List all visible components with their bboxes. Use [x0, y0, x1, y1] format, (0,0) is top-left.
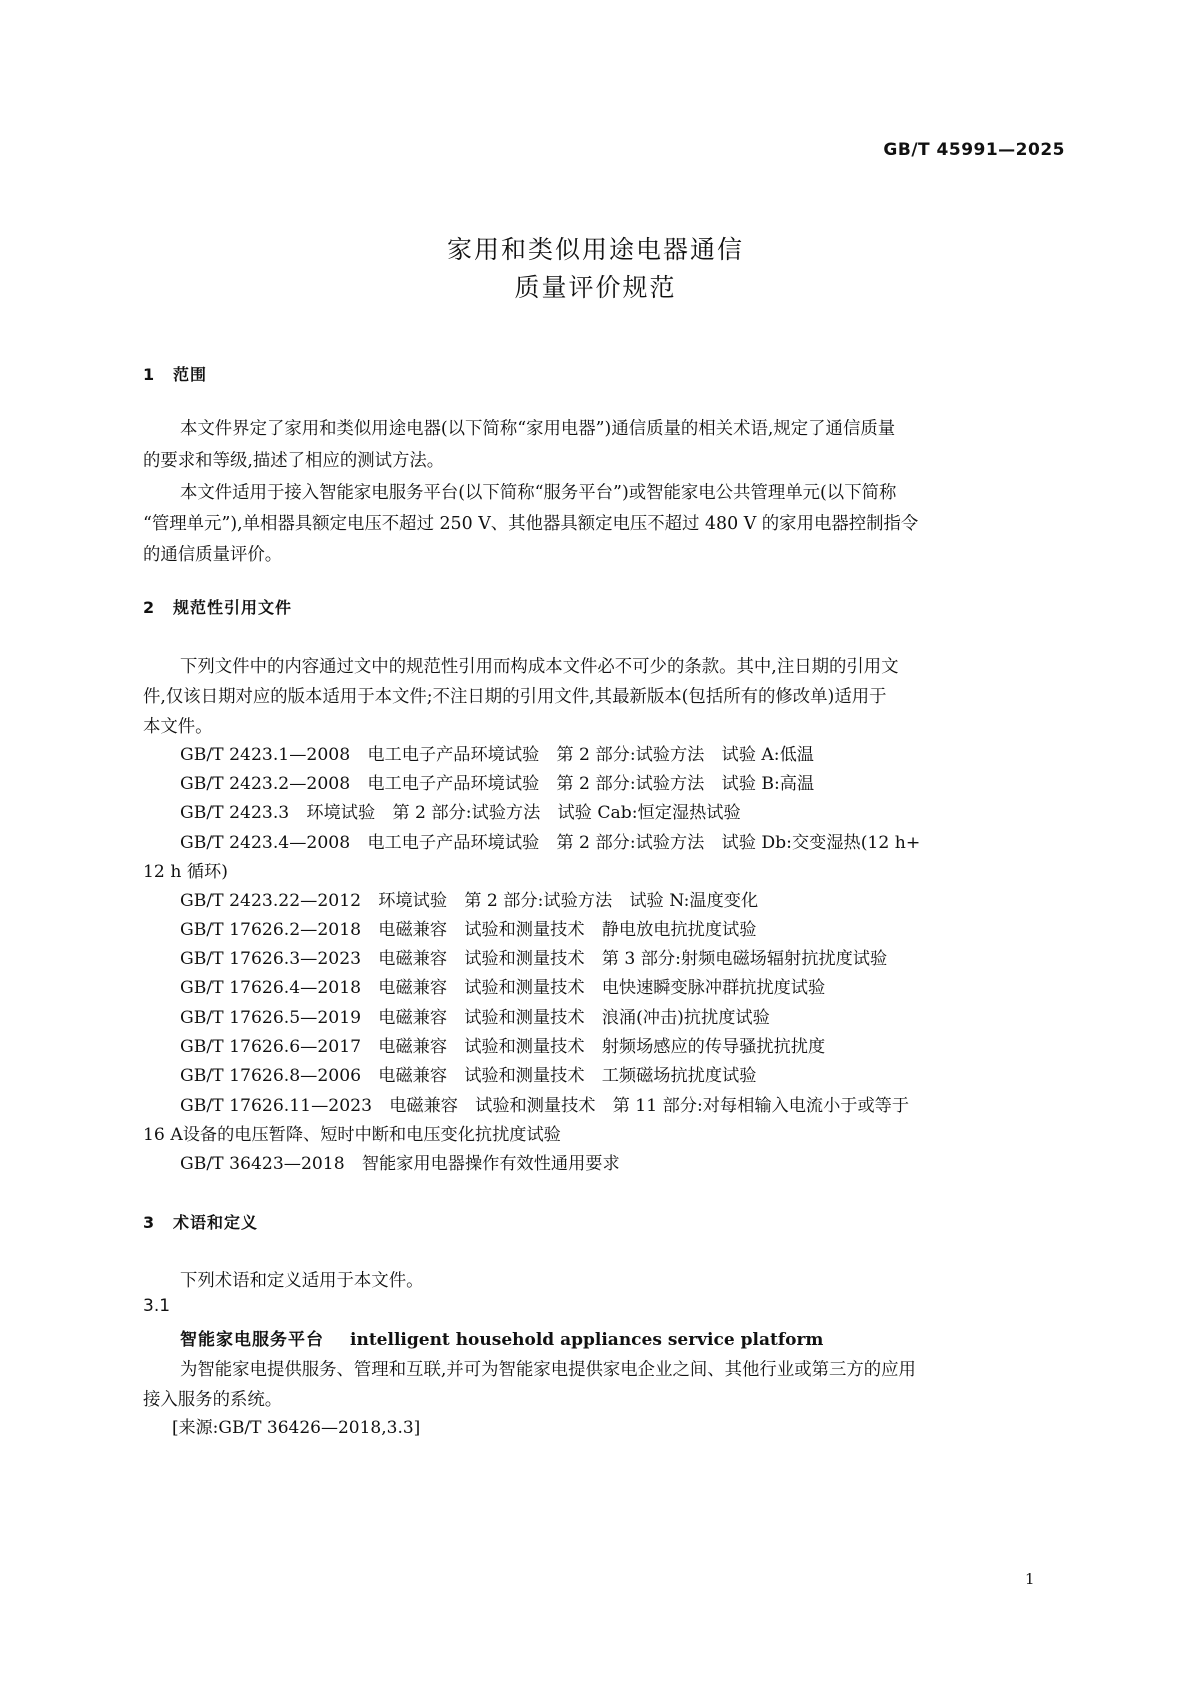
term-source: [来源:GB/T 36426—2018,3.3]	[172, 1418, 421, 1438]
reference-item: GB/T 17626.3—2023 电磁兼容 试验和测量技术 第 3 部分:射频电磁场辐射抗扰度试验	[180, 949, 888, 969]
section-2-intro-line3: 本文件。	[143, 717, 213, 737]
term-definition-line2: 接入服务的系统。	[143, 1390, 283, 1410]
document-title-line2: 质量评价规范	[514, 273, 677, 302]
section-2-intro-line1: 下列文件中的内容通过文中的规范性引用而构成本文件必不可少的条款。其中,注日期的引用文	[180, 657, 899, 677]
reference-item: GB/T 2423.2—2008 电工电子产品环境试验 第 2 部分:试验方法 试验 B:高温	[180, 774, 815, 794]
section-1-para1-line2: 的要求和等级,描述了相应的测试方法。	[143, 451, 445, 471]
term-number: 3.1	[143, 1296, 171, 1316]
section-1-para2-line1: 本文件适用于接入智能家电服务平台(以下简称“服务平台”)或智能家电公共管理单元(以下简称	[180, 483, 897, 503]
reference-item-continuation: 16 A设备的电压暂降、短时中断和电压变化抗扰度试验	[143, 1125, 561, 1145]
section-3-intro: 下列术语和定义适用于本文件。	[180, 1271, 424, 1291]
page-number: 1	[1025, 1570, 1035, 1588]
section-1-number: 1	[143, 365, 156, 384]
section-2-heading	[143, 595, 292, 618]
section-3-title: 术语和定义	[173, 1213, 259, 1232]
standard-number: GB/T 45991—2025	[883, 140, 1065, 160]
reference-item: GB/T 17626.2—2018 电磁兼容 试验和测量技术 静电放电抗扰度试验	[180, 920, 757, 940]
section-2-number: 2	[143, 598, 156, 617]
reference-item: GB/T 36423—2018 智能家用电器操作有效性通用要求	[180, 1154, 620, 1174]
section-1-heading	[143, 362, 207, 385]
term-english: intelligent household appliances service platform	[350, 1330, 824, 1350]
reference-item: GB/T 2423.22—2012 环境试验 第 2 部分:试验方法 试验 N:温度变化	[180, 891, 759, 911]
section-1-title: 范围	[173, 365, 208, 384]
section-3-heading	[143, 1210, 258, 1233]
section-1-para2-line3: 的通信质量评价。	[143, 545, 283, 565]
reference-item: GB/T 17626.11—2023 电磁兼容 试验和测量技术 第 11 部分:对每相输入电流小于或等于	[180, 1096, 910, 1116]
section-2-title: 规范性引用文件	[173, 598, 293, 617]
section-3-number: 3	[143, 1213, 156, 1232]
term-definition-line1: 为智能家电提供服务、管理和互联,并可为智能家电提供家电企业之间、其他行业或第三方的应用	[180, 1360, 916, 1380]
reference-item: GB/T 17626.4—2018 电磁兼容 试验和测量技术 电快速瞬变脉冲群抗扰度试验	[180, 978, 826, 998]
reference-item: GB/T 17626.8—2006 电磁兼容 试验和测量技术 工频磁场抗扰度试验	[180, 1066, 757, 1086]
document-title-line1: 家用和类似用途电器通信	[446, 235, 744, 264]
section-1-para2-line2: “管理单元”),单相器具额定电压不超过 250 V、其他器具额定电压不超过 480 V 的家用电器控制指令	[143, 514, 919, 534]
term-chinese: 智能家电服务平台	[180, 1330, 324, 1350]
reference-item: GB/T 2423.4—2008 电工电子产品环境试验 第 2 部分:试验方法 试验 Db:交变湿热(12 h+	[180, 833, 921, 853]
reference-item: GB/T 17626.5—2019 电磁兼容 试验和测量技术 浪涌(冲击)抗扰度试验	[180, 1008, 770, 1028]
reference-item: GB/T 2423.1—2008 电工电子产品环境试验 第 2 部分:试验方法 试验 A:低温	[180, 745, 814, 765]
reference-item: GB/T 2423.3 环境试验 第 2 部分:试验方法 试验 Cab:恒定湿热试验	[180, 803, 741, 823]
reference-item: GB/T 17626.6—2017 电磁兼容 试验和测量技术 射频场感应的传导骚扰抗扰度	[180, 1037, 826, 1057]
section-1-para1-line1: 本文件界定了家用和类似用途电器(以下简称“家用电器”)通信质量的相关术语,规定了通信质量	[180, 419, 896, 439]
reference-item-continuation: 12 h 循环)	[143, 862, 228, 882]
section-2-intro-line2: 件,仅该日期对应的版本适用于本文件;不注日期的引用文件,其最新版本(包括所有的修改单)适用于	[143, 687, 887, 707]
term-entry	[180, 1325, 823, 1350]
